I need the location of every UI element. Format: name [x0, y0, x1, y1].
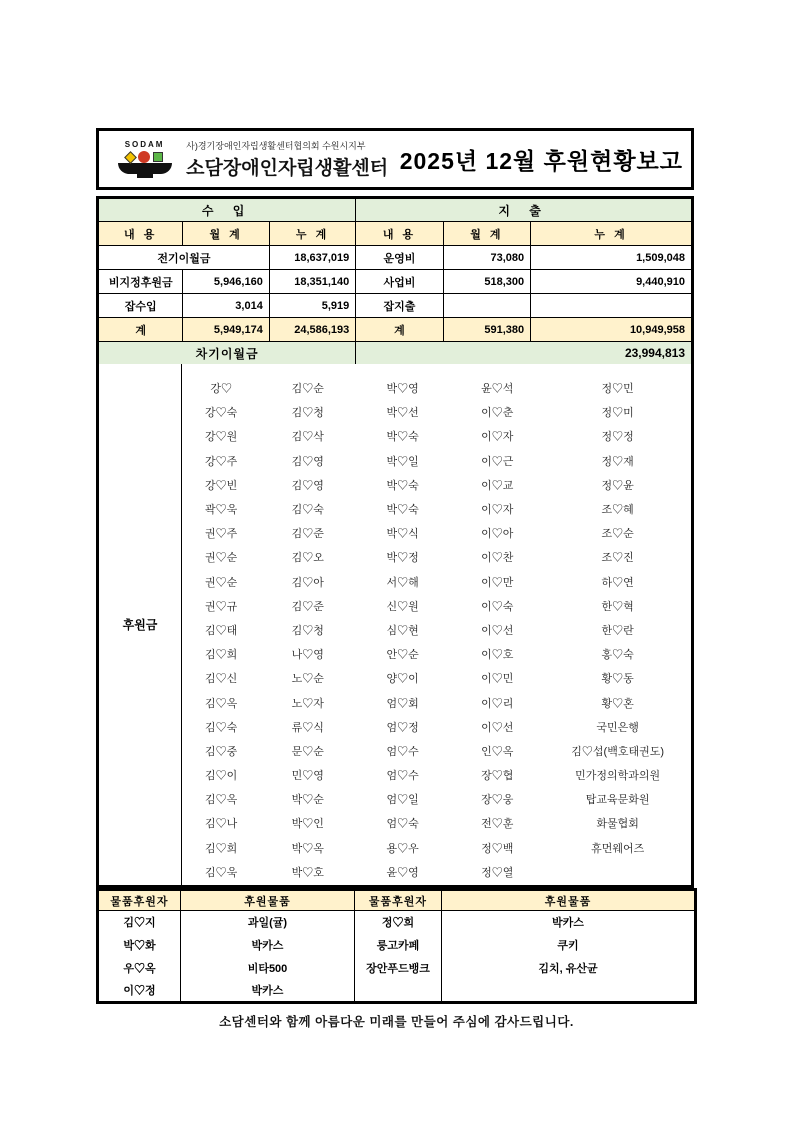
donor-name: 엄♡수 — [386, 770, 419, 783]
donor-name: 김♡숙 — [205, 721, 238, 734]
donor-name: 김♡나 — [205, 818, 238, 831]
donor-name-grid — [182, 364, 691, 885]
income-monthly: 5,946,160 — [183, 270, 269, 294]
donor-name: 신♡원 — [386, 600, 419, 613]
donor-name: 박♡숙 — [386, 431, 419, 444]
donor-name: 박♡인 — [291, 818, 324, 831]
logo-square-icon — [153, 152, 163, 162]
donor-name: 조♡혜 — [601, 504, 634, 517]
donor-name: 권♡순 — [205, 576, 238, 589]
expense-total-cumulative: 10,949,958 — [531, 318, 693, 342]
donor-name: 엄♡숙 — [386, 818, 419, 831]
donor-name: 김♡삭 — [291, 431, 324, 444]
logo-circle-icon — [138, 151, 150, 163]
logo-diamond-icon — [124, 151, 137, 164]
donor-name: 황♡동 — [601, 673, 634, 686]
expense-col-cumulative: 누 계 — [531, 222, 693, 246]
donor-name: 박♡호 — [291, 866, 324, 879]
expense-col-monthly: 월 계 — [443, 222, 530, 246]
donor-name: 홍♡숙 — [601, 649, 634, 662]
income-total-cumulative: 24,586,193 — [269, 318, 355, 342]
income-monthly: 3,014 — [183, 294, 269, 318]
report-header — [96, 128, 694, 190]
items-cell: 박카스 — [442, 911, 696, 934]
expense-total-monthly: 591,380 — [443, 318, 530, 342]
donor-name: 휴먼웨어즈 — [591, 842, 645, 855]
donor-name: 국민은행 — [596, 721, 639, 734]
donor-name: 정♡백 — [481, 842, 514, 855]
donor-name: 한♡란 — [601, 624, 634, 637]
donor-name: 김♡영 — [291, 479, 324, 492]
donor-name: 김♡욱 — [205, 866, 238, 879]
summary-row-3 — [98, 294, 693, 318]
donor-name: 박♡숙 — [386, 504, 419, 517]
donor-name: 곽♡욱 — [205, 504, 238, 517]
income-cumulative: 18,351,140 — [269, 270, 355, 294]
expense-section-header: 지 출 — [356, 198, 693, 222]
donor-name: 이♡춘 — [481, 407, 514, 420]
summary-table — [96, 196, 694, 367]
donor-name: 이♡호 — [481, 649, 514, 662]
donor-name: 강♡숙 — [205, 407, 238, 420]
donor-name: 김♡희 — [205, 842, 238, 855]
items-row — [98, 911, 696, 934]
donor-name: 엄♡회 — [386, 697, 419, 710]
donor-name: 이♡선 — [481, 624, 514, 637]
donor-name: 이♡자 — [481, 431, 514, 444]
donor-name: 안♡순 — [386, 649, 419, 662]
items-cell: 룽고카페 — [355, 934, 442, 957]
donor-name: 정♡미 — [601, 407, 634, 420]
expense-monthly: 518,300 — [443, 270, 530, 294]
expense-total-label: 계 — [356, 318, 443, 342]
income-label: 비지정후원금 — [98, 270, 183, 294]
donor-name: 류♡식 — [291, 721, 324, 734]
donor-name: 김♡태 — [205, 624, 238, 637]
items-col-item-1: 후원물품 — [181, 890, 355, 911]
items-cell: 박카스 — [181, 980, 355, 1003]
income-col-monthly: 월 계 — [183, 222, 269, 246]
donor-name: 윤♡영 — [386, 866, 419, 879]
donor-name: 이♡만 — [481, 576, 514, 589]
donor-name: 권♡주 — [205, 528, 238, 541]
income-cumulative: 5,919 — [269, 294, 355, 318]
items-col-donor-1: 물품후원자 — [98, 890, 181, 911]
items-cell: 과일(귤) — [181, 911, 355, 934]
summary-section-header-row — [98, 198, 693, 222]
donor-name: 엄♡수 — [386, 745, 419, 758]
donor-name: 민♡영 — [291, 770, 324, 783]
expense-label: 운영비 — [356, 246, 443, 270]
donor-name: 김♡청 — [291, 624, 324, 637]
donor-name: 김♡옥 — [205, 794, 238, 807]
footer-message: 소담센터와 함께 아름다운 미래를 만들어 주심에 감사드립니다. — [219, 1015, 574, 1029]
expense-monthly — [443, 294, 530, 318]
summary-row-1 — [98, 246, 693, 270]
logo-shapes — [109, 150, 180, 164]
items-cell: 이♡정 — [98, 980, 181, 1003]
items-row — [98, 957, 696, 980]
donor-name: 이♡아 — [481, 528, 514, 541]
donor-name: 김♡이 — [205, 770, 238, 783]
donor-name: 강♡ — [210, 383, 232, 396]
items-cell — [442, 980, 696, 1003]
donor-name: 엄♡일 — [386, 794, 419, 807]
items-cell: 박카스 — [181, 934, 355, 957]
income-label: 전기이월금 — [98, 246, 270, 270]
donor-name: 강♡주 — [205, 455, 238, 468]
donor-section-label: 후원금 — [99, 364, 182, 885]
donor-name: 윤♡석 — [481, 383, 514, 396]
donor-name: 박♡정 — [386, 552, 419, 565]
items-cell: 김치, 유산균 — [442, 957, 696, 980]
donor-name: 김♡준 — [291, 528, 324, 541]
summary-total-row — [98, 318, 693, 342]
donor-name: 민가정의학과의원 — [575, 770, 661, 783]
income-total-label: 계 — [98, 318, 183, 342]
donor-name: 장♡웅 — [481, 794, 514, 807]
donor-name: 강♡원 — [205, 431, 238, 444]
donor-name: 조♡순 — [601, 528, 634, 541]
donor-name: 김♡영 — [291, 455, 324, 468]
expense-cumulative: 1,509,048 — [531, 246, 693, 270]
donor-name: 문♡순 — [291, 745, 324, 758]
donor-name: 이♡자 — [481, 504, 514, 517]
donor-name: 전♡훈 — [481, 818, 514, 831]
donor-name: 권♡순 — [205, 552, 238, 565]
donor-name: 박♡영 — [386, 383, 419, 396]
logo-wordmark: SODAM — [124, 140, 165, 149]
items-header-row — [98, 890, 696, 911]
items-cell — [355, 980, 442, 1003]
items-col-donor-2: 물품후원자 — [355, 890, 442, 911]
donor-name: 이♡선 — [481, 721, 514, 734]
logo-bowl-icon — [118, 163, 172, 174]
donor-name: 김♡신 — [205, 673, 238, 686]
donor-name: 심♡현 — [386, 624, 419, 637]
donor-name: 이♡숙 — [481, 600, 514, 613]
carryover-row — [98, 342, 693, 366]
organization-block — [186, 139, 400, 180]
items-cell: 김♡지 — [98, 911, 181, 934]
donor-name: 조♡진 — [601, 552, 634, 565]
organization-name: 사)경기장애인자립생활센터협의회 수원시지부 — [186, 140, 366, 151]
items-table — [96, 888, 697, 1004]
donor-name: 박♡식 — [386, 528, 419, 541]
donor-name: 박♡숙 — [386, 479, 419, 492]
donor-name: 강♡빈 — [205, 479, 238, 492]
donor-section — [96, 364, 694, 888]
donor-name: 김♡숙 — [291, 504, 324, 517]
donor-name: 김♡아 — [291, 576, 324, 589]
items-cell: 박♡화 — [98, 934, 181, 957]
donor-name: 김♡오 — [291, 552, 324, 565]
donor-name: 권♡규 — [205, 600, 238, 613]
donor-name: 김♡준 — [291, 600, 324, 613]
donor-name: 이♡민 — [481, 673, 514, 686]
income-section-header: 수 입 — [98, 198, 356, 222]
items-cell: 정♡희 — [355, 911, 442, 934]
donor-name: 이♡리 — [481, 697, 514, 710]
items-cell: 쿠키 — [442, 934, 696, 957]
expense-col-content: 내 용 — [356, 222, 443, 246]
logo-bowl-base — [137, 174, 153, 178]
donor-name: 나♡영 — [291, 649, 324, 662]
items-cell: 우♡옥 — [98, 957, 181, 980]
donor-name: 박♡선 — [386, 407, 419, 420]
income-cumulative: 18,637,019 — [269, 246, 355, 270]
expense-label: 잡지출 — [356, 294, 443, 318]
income-label: 잡수입 — [98, 294, 183, 318]
expense-cumulative — [531, 294, 693, 318]
donor-name: 황♡혼 — [601, 697, 634, 710]
income-total-monthly: 5,949,174 — [183, 318, 269, 342]
items-col-item-2: 후원물품 — [442, 890, 696, 911]
summary-row-2 — [98, 270, 693, 294]
donor-name: 탑교육문화원 — [585, 794, 650, 807]
sodam-logo — [109, 140, 180, 178]
page-title: 2025년 12월 후원현황보고 — [399, 147, 683, 174]
donor-name: 서♡해 — [386, 576, 419, 589]
donor-name: 박♡일 — [386, 455, 419, 468]
center-name: 소담장애인자립생활센터 — [186, 157, 389, 179]
donor-name: 정♡재 — [601, 455, 634, 468]
donor-name: 김♡청 — [291, 407, 324, 420]
items-row — [98, 934, 696, 957]
donor-name: 정♡정 — [601, 431, 634, 444]
donor-name: 김♡중 — [205, 745, 238, 758]
donor-name: 정♡윤 — [601, 479, 634, 492]
items-cell: 비타500 — [181, 957, 355, 980]
expense-label: 사업비 — [356, 270, 443, 294]
donor-name: 용♡우 — [386, 842, 419, 855]
donor-name: 하♡연 — [601, 576, 634, 589]
donor-name: 김♡옥 — [205, 697, 238, 710]
donor-name: 정♡열 — [481, 866, 514, 879]
donor-name: 김♡희 — [205, 649, 238, 662]
carryover-label: 차기이월금 — [98, 342, 356, 366]
donor-name: 박♡순 — [291, 794, 324, 807]
donor-name: 엄♡정 — [386, 721, 419, 734]
expense-monthly: 73,080 — [443, 246, 530, 270]
donor-name: 이♡찬 — [481, 552, 514, 565]
donor-name: 이♡교 — [481, 479, 514, 492]
donor-name: 인♡옥 — [481, 745, 514, 758]
income-col-cumulative: 누 계 — [269, 222, 355, 246]
donor-name: 노♡자 — [291, 697, 324, 710]
donor-name: 화물협회 — [596, 818, 639, 831]
items-row — [98, 980, 696, 1003]
donor-name: 김♡섭(백호태권도) — [571, 745, 665, 758]
donor-name: 양♡이 — [386, 673, 419, 686]
donor-name: 김♡순 — [291, 383, 324, 396]
expense-cumulative: 9,440,910 — [531, 270, 693, 294]
donor-name: 박♡옥 — [291, 842, 324, 855]
donor-name: 한♡혁 — [601, 600, 634, 613]
donor-name: 정♡민 — [601, 383, 634, 396]
donor-name: 이♡근 — [481, 455, 514, 468]
items-cell: 장안푸드뱅크 — [355, 957, 442, 980]
donor-name: 노♡순 — [291, 673, 324, 686]
carryover-value: 23,994,813 — [356, 342, 693, 366]
donor-name: 장♡협 — [481, 770, 514, 783]
income-col-content: 내 용 — [98, 222, 183, 246]
summary-column-header-row — [98, 222, 693, 246]
